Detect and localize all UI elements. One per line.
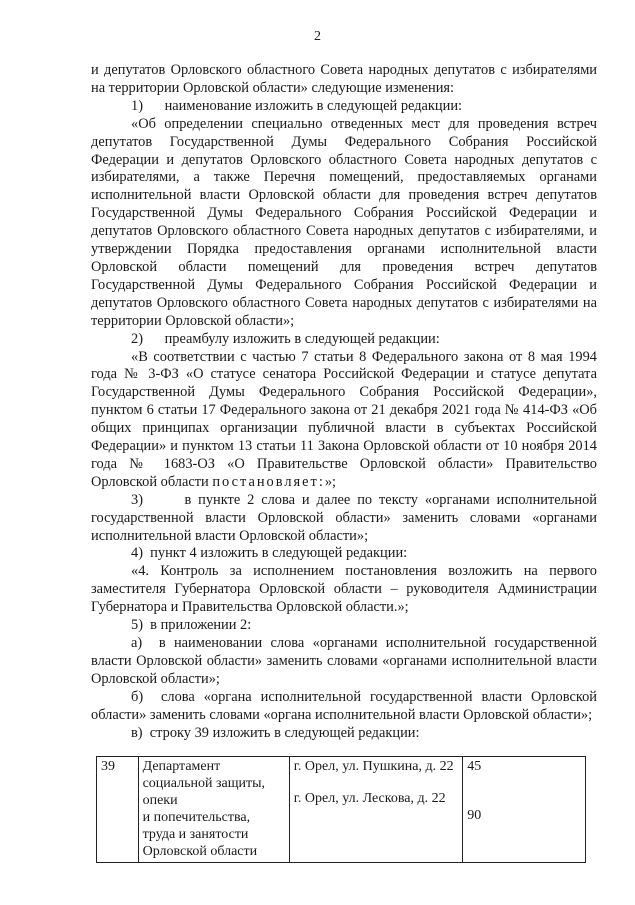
department-text-1: Департамент социальной защиты, опеки (142, 759, 266, 808)
paragraph-preamble (91, 349, 597, 492)
address-2: г. Орел, ул. Лескова, д. 22 (293, 791, 446, 806)
preamble-text: «В соответствии с частью 7 статьи 8 Федерального закона от 8 мая 1994 года № 3-ФЗ «О статусе сенатора Российской Федерации и статусе депутата Государственной Думы Федерального Собрания Российской Федерации», пунктом 6 статьи 17 Федерального закона от 21 декабря 2021 года № 414-ФЗ «Об общих принципах организации публичной власти в субъектах Российской Федерации» и пунктом 13 статьи 11 Закона Орловской области от 10 ноября 2014 года № 1683-ОЗ «О Правительстве Орловской области» Правительство Орловской области (91, 348, 597, 490)
count-1: 45 (467, 759, 482, 774)
paragraph-intro: и депутатов Орловского областного Совета народных депутатов с избирателями на территории Орловской области» следующие изменения: (91, 62, 597, 96)
page-number: 2 (314, 29, 321, 44)
paragraph-item-3: 3) в пункте 2 слова и далее по тексту «органами исполнительной государственной власти Орловской области» заменить словами «органами исполнительной власти Орловской области»; (91, 491, 597, 544)
paragraph-item-4: 4) пункт 4 изложить в следующей редакции: (131, 545, 408, 562)
paragraph-item-5: 5) в приложении 2: (131, 617, 252, 634)
paragraph-sub-b: б) слова «органа исполнительной государственной власти Орловской области» заменить словами «органа исполнительной власти Орловской области»; (91, 688, 597, 723)
department-text-2: и попечительства, труда и занятости Орловской области (142, 810, 258, 859)
paragraph-item-2: 2) преамбулу изложить в следующей редакции: (131, 330, 440, 347)
row-number-cell: 39 (97, 757, 139, 863)
count-2: 90 (467, 808, 482, 823)
paragraph-sub-a: а) в наименовании слова «органами исполнительной государственной власти Орловской области» заменить словами «органами исполнительной власти Орловской области»; (91, 635, 597, 687)
address-cell (289, 757, 462, 863)
preamble-decree-word: постановляет: (212, 473, 325, 490)
paragraph-item-1: 1) наименование изложить в следующей редакции: (131, 97, 463, 114)
count-cell (463, 757, 586, 863)
preamble-tail: »; (324, 473, 337, 490)
row-39-table (96, 756, 586, 863)
paragraph-control: «4. Контроль за исполнением постановления возложить на первого заместителя Губернатора Орловской области – руководителя Администрации Губернатора и Правительства Орловской области.»; (91, 563, 597, 616)
paragraph-new-title: «Об определении специально отведенных мест для проведения встреч депутатов Государственной Думы Федерального Собрания Российской Федерации и депутатов Орловского областного Совета народных депутатов с избирателями, а также Перечня помещений, предоставляемых органами исполнительной власти Орловской области для проведения встреч депутатов Государственной Думы Федерального Собрания Российской Федерации и депутатов Орловского областного Совета народных депутатов с избирателями, и утверждении Порядка предоставления органами исполнительной власти Орловской области помещений для проведения встреч депутатов Государственной Думы Федерального Собрания Российской Федерации и депутатов Орловского областного Совета народных депутатов с избирателями на территории Орловской области»; (91, 115, 597, 329)
address-1: г. Орел, ул. Пушкина, д. 22 (293, 759, 454, 774)
document-body (91, 62, 597, 742)
paragraph-sub-v: в) строку 39 изложить в следующей редакции: (131, 724, 420, 741)
table-row (97, 757, 586, 863)
department-cell (138, 757, 289, 863)
